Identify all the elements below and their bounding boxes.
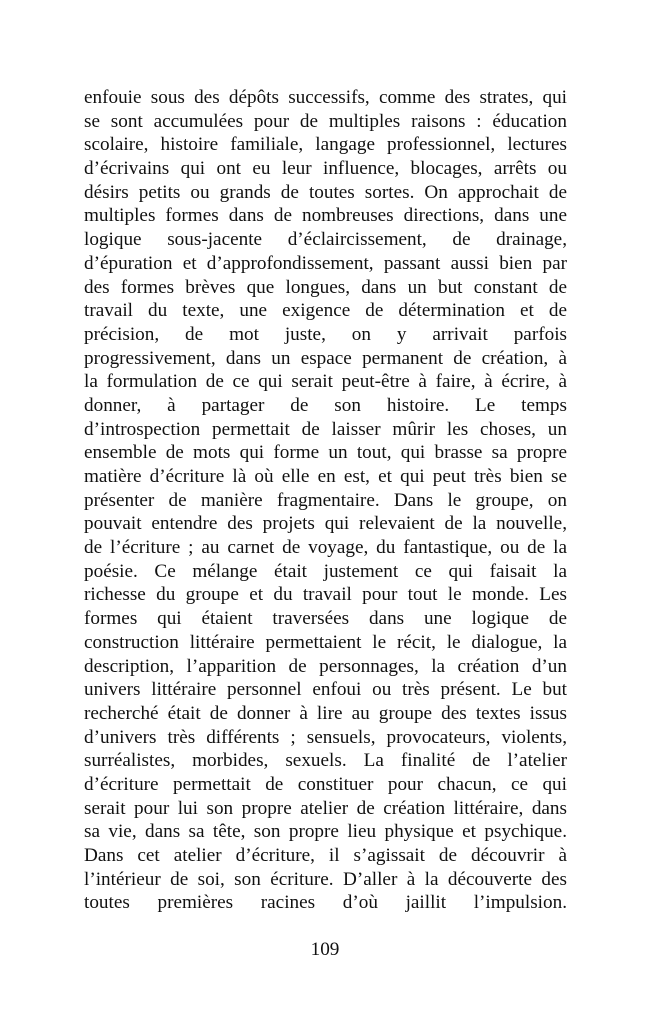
text-line: des formes brèves que longues, dans un but constant de xyxy=(84,276,567,298)
text-line: de l’écriture ; au carnet de voyage, du fantastique, ou de la xyxy=(84,537,567,559)
text-line: serait pour lui son propre atelier de création littéraire, dans xyxy=(84,797,567,819)
text-line: richesse du groupe et du travail pour tout le monde. Les xyxy=(84,584,567,606)
text-line: construction littéraire permettaient le récit, le dialogue, la xyxy=(84,631,567,653)
text-line: formes qui étaient traversées dans une logique de xyxy=(84,608,567,630)
text-line: donner, à partager de son histoire. Le temps xyxy=(84,394,567,416)
text-line: ensemble de mots qui forme un tout, qui brasse sa propre xyxy=(84,442,567,464)
text-line: l’intérieur de soi, son écriture. D’aller à la découverte des xyxy=(84,868,567,890)
text-line: présenter de manière fragmentaire. Dans le groupe, on xyxy=(84,489,567,511)
text-line: progressivement, dans un espace permanent de création, à xyxy=(84,347,567,369)
text-line: la formulation de ce qui serait peut-être à faire, à écrire, à xyxy=(84,371,567,393)
text-line: désirs petits ou grands de toutes sortes. On approchait de xyxy=(84,181,567,203)
text-line: se sont accumulées pour de multiples raisons : éducation xyxy=(84,110,567,132)
text-line: pouvait entendre des projets qui relevaient de la nouvelle, xyxy=(84,513,567,535)
text-line: description, l’apparition de personnages, la création d’un xyxy=(84,655,567,677)
text-line: travail du texte, une exigence de détermination et de xyxy=(84,300,567,322)
text-line: univers littéraire personnel enfoui ou très présent. Le but xyxy=(84,679,567,701)
text-line: Dans cet atelier d’écriture, il s’agissait de découvrir à xyxy=(84,845,567,866)
body-text xyxy=(84,86,567,915)
text-line: matière d’écriture là où elle en est, et qui peut très bien se xyxy=(84,466,567,487)
text-line: poésie. Ce mélange était justement ce qui faisait la xyxy=(84,560,567,582)
text-line: d’introspection permettait de laisser mûrir les choses, un xyxy=(84,418,567,440)
text-line: sa vie, dans sa tête, son propre lieu physique et psychique. xyxy=(84,821,567,843)
text-line: surréalistes, morbides, sexuels. La finalité de l’atelier xyxy=(84,750,567,772)
text-line: précision, de mot juste, on y arrivait parfois xyxy=(84,323,567,345)
text-line: d’épuration et d’approfondissement, passant aussi bien par xyxy=(84,252,567,274)
text-line: toutes premières racines d’où jaillit l’impulsion. xyxy=(84,892,567,914)
text-line: d’écrivains qui ont eu leur influence, blocages, arrêts ou xyxy=(84,158,567,180)
text-line: enfouie sous des dépôts successifs, comme des strates, qui xyxy=(84,87,567,108)
text-line: d’écriture permettait de constituer pour chacun, ce qui xyxy=(84,773,567,795)
text-line: logique sous-jacente d’éclaircissement, de drainage, xyxy=(84,229,567,251)
text-line: d’univers très différents ; sensuels, provocateurs, violents, xyxy=(84,726,567,748)
text-line: multiples formes dans de nombreuses directions, dans une xyxy=(84,205,567,227)
text-line: scolaire, histoire familiale, langage professionnel, lectures xyxy=(84,134,567,156)
text-line: recherché était de donner à lire au groupe des textes issus xyxy=(84,702,567,724)
page-number: 109 xyxy=(310,939,340,960)
